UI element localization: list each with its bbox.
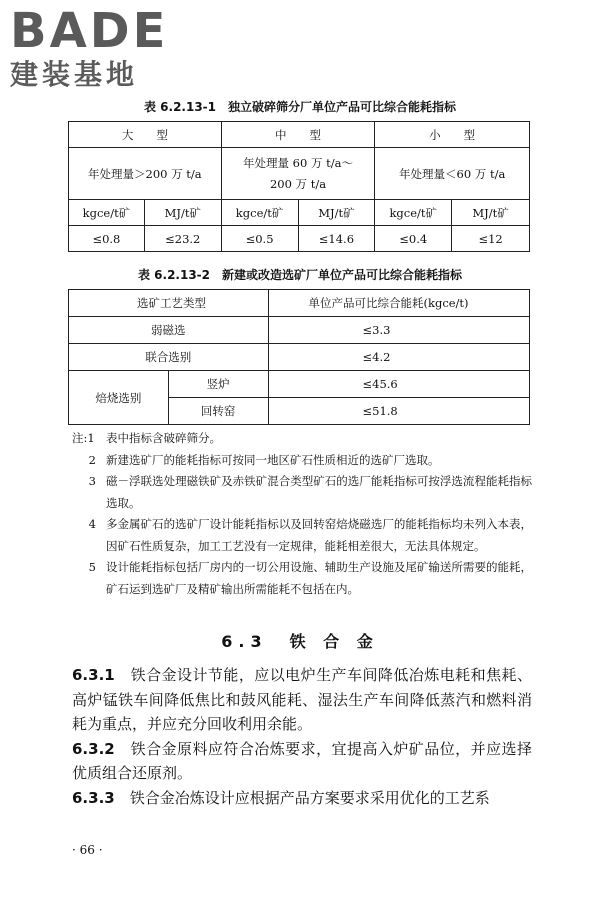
capacity-small: 年处理量＜60 万 t/a: [375, 148, 530, 200]
header-process-type: 选矿工艺类型: [69, 290, 269, 317]
note-number: 4: [88, 517, 96, 531]
clause-text: 铁合金设计节能，应以电炉生产车间降低冶炼电耗和焦耗、高炉锰铁车间降低焦比和鼓风能耗、湿法生产车间降低蒸汽和燃料消耗为重点，并应充分回收利用余能。: [72, 666, 532, 733]
capacity-large: 年处理量＞200 万 t/a: [69, 148, 222, 200]
unit-cell: kgce/t矿: [375, 200, 452, 226]
note-text: 设计能耗指标包括厂房内的一切公用设施、辅助生产设施及尾矿输送所需要的能耗，矿石运到选矿厂及精矿输出所需能耗不包括在内。: [106, 560, 532, 596]
note-label: 注:1: [72, 431, 95, 445]
clause: [72, 737, 532, 786]
table-row: [69, 200, 530, 226]
unit-cell: kgce/t矿: [221, 200, 298, 226]
clause-number: 6.3.2: [72, 739, 115, 758]
table2-caption: 表 6.2.13-2 新建或改造选矿厂单位产品可比综合能耗指标: [137, 268, 463, 282]
furnace-cell: 回转窑: [168, 398, 268, 425]
page-number: · 66 ·: [72, 843, 103, 857]
process-cell: 弱磁选: [69, 317, 269, 344]
value-cell: ≤0.4: [375, 226, 452, 252]
table-row: [69, 148, 530, 200]
note-item: [72, 428, 532, 450]
note-text: 磁－浮联选处理磁铁矿及赤铁矿混合类型矿石的选厂能耗指标可按浮选流程能耗指标选取。: [106, 474, 532, 510]
clauses: [72, 663, 532, 810]
clause-number: 6.3.1: [72, 666, 115, 684]
table-row: [69, 290, 530, 317]
note-number: 3: [88, 474, 96, 488]
table-row: [69, 122, 530, 148]
energy-table-crushing: [68, 121, 530, 252]
value-cell: ≤14.6: [298, 226, 375, 252]
unit-cell: MJ/t矿: [452, 200, 530, 226]
value-cell: ≤45.6: [268, 371, 530, 398]
section-title: 6.3 铁 合 金: [221, 632, 379, 651]
value-cell: ≤51.8: [268, 398, 530, 425]
value-cell: ≤23.2: [144, 226, 221, 252]
clause-text: 铁合金冶炼设计应根据产品方案要求采用优化的工艺系: [129, 788, 490, 807]
energy-table-dressing: [68, 289, 530, 425]
table-notes: [72, 428, 532, 600]
clause: [72, 786, 532, 811]
note-text: 表中指标含破碎筛分。: [106, 431, 221, 445]
table-row: [69, 371, 530, 398]
table1-caption: 表 6.2.13-1 独立破碎筛分厂单位产品可比综合能耗指标: [143, 100, 457, 114]
note-text: 新建选矿厂的能耗指标可按同一地区矿石性质相近的选矿厂选取。: [106, 452, 440, 467]
note-item: [72, 471, 532, 514]
value-cell: ≤4.2: [268, 344, 530, 371]
table-row: [69, 344, 530, 371]
value-cell: ≤0.8: [69, 226, 145, 252]
logo-subtitle: 建装基地: [10, 58, 139, 91]
header-large: 大 型: [69, 122, 222, 148]
capacity-medium: 年处理量 60 万 t/a～200 万 t/a: [221, 148, 375, 200]
clause-number: 6.3.3: [72, 788, 115, 807]
unit-cell: MJ/t矿: [298, 200, 375, 226]
header-energy-index: 单位产品可比综合能耗(kgce/t): [268, 290, 530, 317]
process-cell: 联合选别: [69, 344, 269, 371]
clause: [72, 663, 532, 737]
header-small: 小 型: [375, 122, 530, 148]
note-item: [72, 514, 532, 557]
logo-brand-text: BADE: [10, 3, 169, 59]
value-cell: ≤12: [452, 226, 530, 252]
roasting-label: 焙烧选别: [69, 371, 169, 425]
note-number: 2: [88, 452, 96, 467]
header-medium: 中 型: [221, 122, 375, 148]
clause-text: 铁合金原料应符合冶炼要求，宜提高入炉矿品位，并应选择优质组合还原剂。: [72, 739, 532, 782]
note-text: 多金属矿石的选矿厂设计能耗指标以及回转窑焙烧磁选厂的能耗指标均未列入本表，因矿石性质复杂，加工工艺没有一定规律，能耗相差很大，无法具体规定。: [106, 517, 532, 553]
note-item: [72, 557, 532, 600]
value-cell: ≤0.5: [221, 226, 298, 252]
brand-logo: [10, 3, 169, 92]
unit-cell: MJ/t矿: [144, 200, 221, 226]
note-item: [72, 450, 532, 472]
furnace-cell: 竖炉: [168, 371, 268, 398]
table-row: [69, 317, 530, 344]
value-cell: ≤3.3: [268, 317, 530, 344]
unit-cell: kgce/t矿: [69, 200, 145, 226]
note-number: 5: [88, 560, 96, 574]
table-row: [69, 226, 530, 252]
